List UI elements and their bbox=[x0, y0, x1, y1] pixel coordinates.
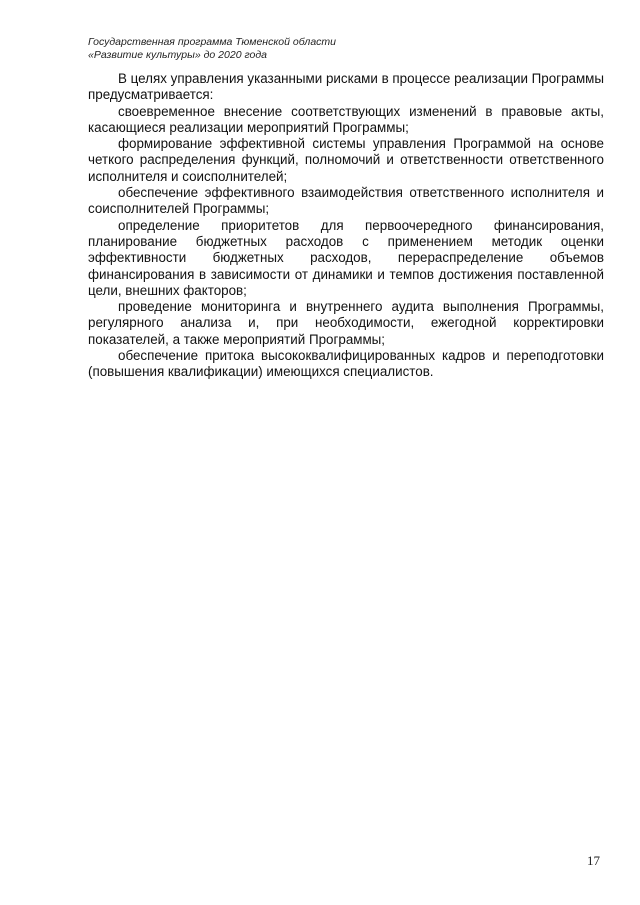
document-header bbox=[88, 36, 336, 62]
paragraph-monitoring: проведение мониторинга и внутреннего аудита выполнения Программы, регулярного анализа и, при необходимости, ежегодной корректировки показателей, а также мероприятий Программы; bbox=[88, 299, 604, 347]
page-number: 17 bbox=[587, 853, 600, 868]
paragraph-interaction: обеспечение эффективного взаимодействия ответственного исполнителя и соисполнителей Программы; bbox=[88, 185, 604, 217]
paragraph-staffing: обеспечение притока высококвалифицированных кадров и переподготовки (повышения квалификации) имеющихся специалистов. bbox=[88, 348, 604, 380]
body-text bbox=[88, 71, 604, 381]
paragraph-intro: В целях управления указанными рисками в процессе реализации Программы предусматривается: bbox=[88, 71, 604, 103]
paragraph-management-system: формирование эффективной системы управления Программой на основе четкого распределения функций, полномочий и ответственности ответственного исполнителя и соисполнителей; bbox=[88, 136, 604, 184]
paragraph-legal-acts: своевременное внесение соответствующих изменений в правовые акты, касающиеся реализации мероприятий Программы; bbox=[88, 103, 604, 135]
header-program-title: Государственная программа Тюменской области bbox=[88, 36, 336, 48]
paragraph-financing-priorities: определение приоритетов для первоочередного финансирования, планирование бюджетных расходов с применением методик оценки эффективности бюджетных расходов, перераспределение объемов финансирования в зависимости от динамики и темпов достижения поставленной цели, внешних факторов; bbox=[88, 217, 604, 298]
header-program-subtitle: «Развитие культуры» до 2020 года bbox=[88, 49, 267, 61]
